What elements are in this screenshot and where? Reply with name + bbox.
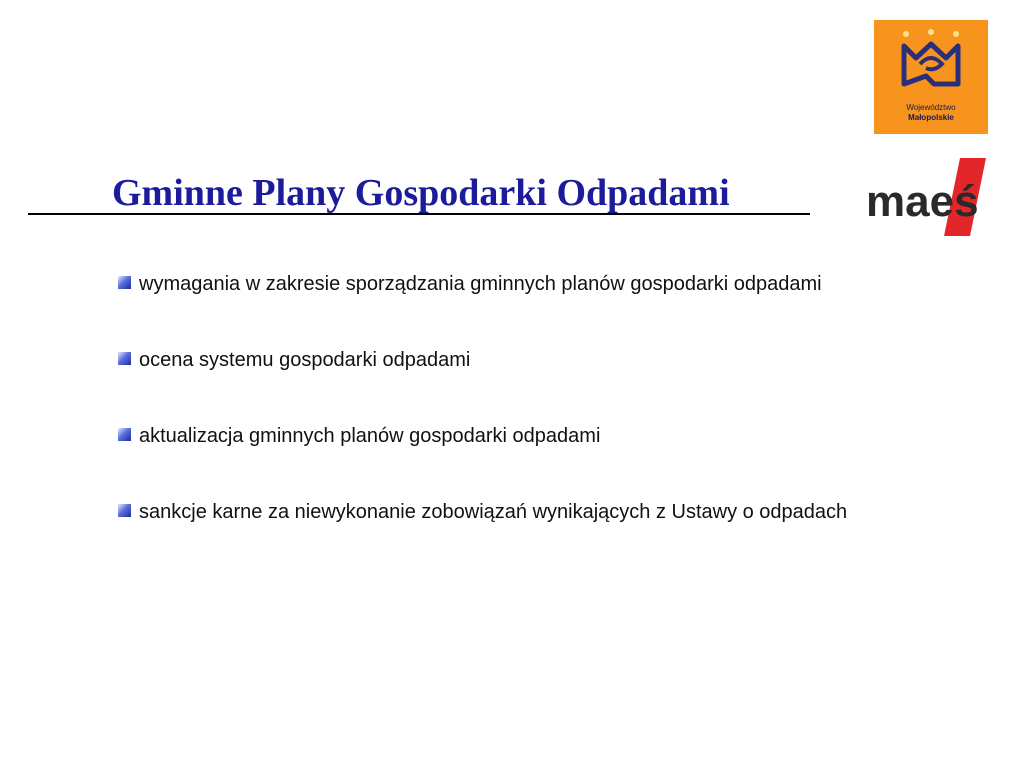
bullet-item-requirements [118, 262, 948, 306]
slide-title: Gminne Plany Gospodarki Odpadami [112, 172, 730, 214]
maes-logo-text: maeś [866, 177, 979, 226]
malopolskie-emblem-icon [896, 28, 966, 98]
bullet-text: ocena systemu gospodarki odpadami [139, 349, 471, 371]
malopolskie-logo-line2: Małopolskie [908, 113, 954, 122]
bullet-text: sankcje karne za niewykonanie zobowiązań wynikających z Ustawy o odpadach [139, 501, 848, 523]
bullet-item-assessment [118, 338, 948, 382]
title-underline [28, 213, 810, 215]
bullet-text: wymagania w zakresie sporządzania gminnych planów gospodarki odpadami [139, 273, 822, 295]
bullet-item-sanctions [118, 490, 948, 534]
blue-square-bullet-icon [118, 504, 131, 517]
blue-square-bullet-icon [118, 276, 131, 289]
blue-square-bullet-icon [118, 352, 131, 365]
bullet-text: aktualizacja gminnych planów gospodarki odpadami [139, 425, 601, 447]
malopolskie-logo-line1: Województwo [906, 103, 956, 112]
bullet-item-update [118, 414, 948, 458]
maes-logo [864, 158, 1000, 236]
blue-square-bullet-icon [118, 428, 131, 441]
bullet-list [118, 262, 948, 534]
wojewodztwo-malopolskie-logo [874, 20, 988, 134]
